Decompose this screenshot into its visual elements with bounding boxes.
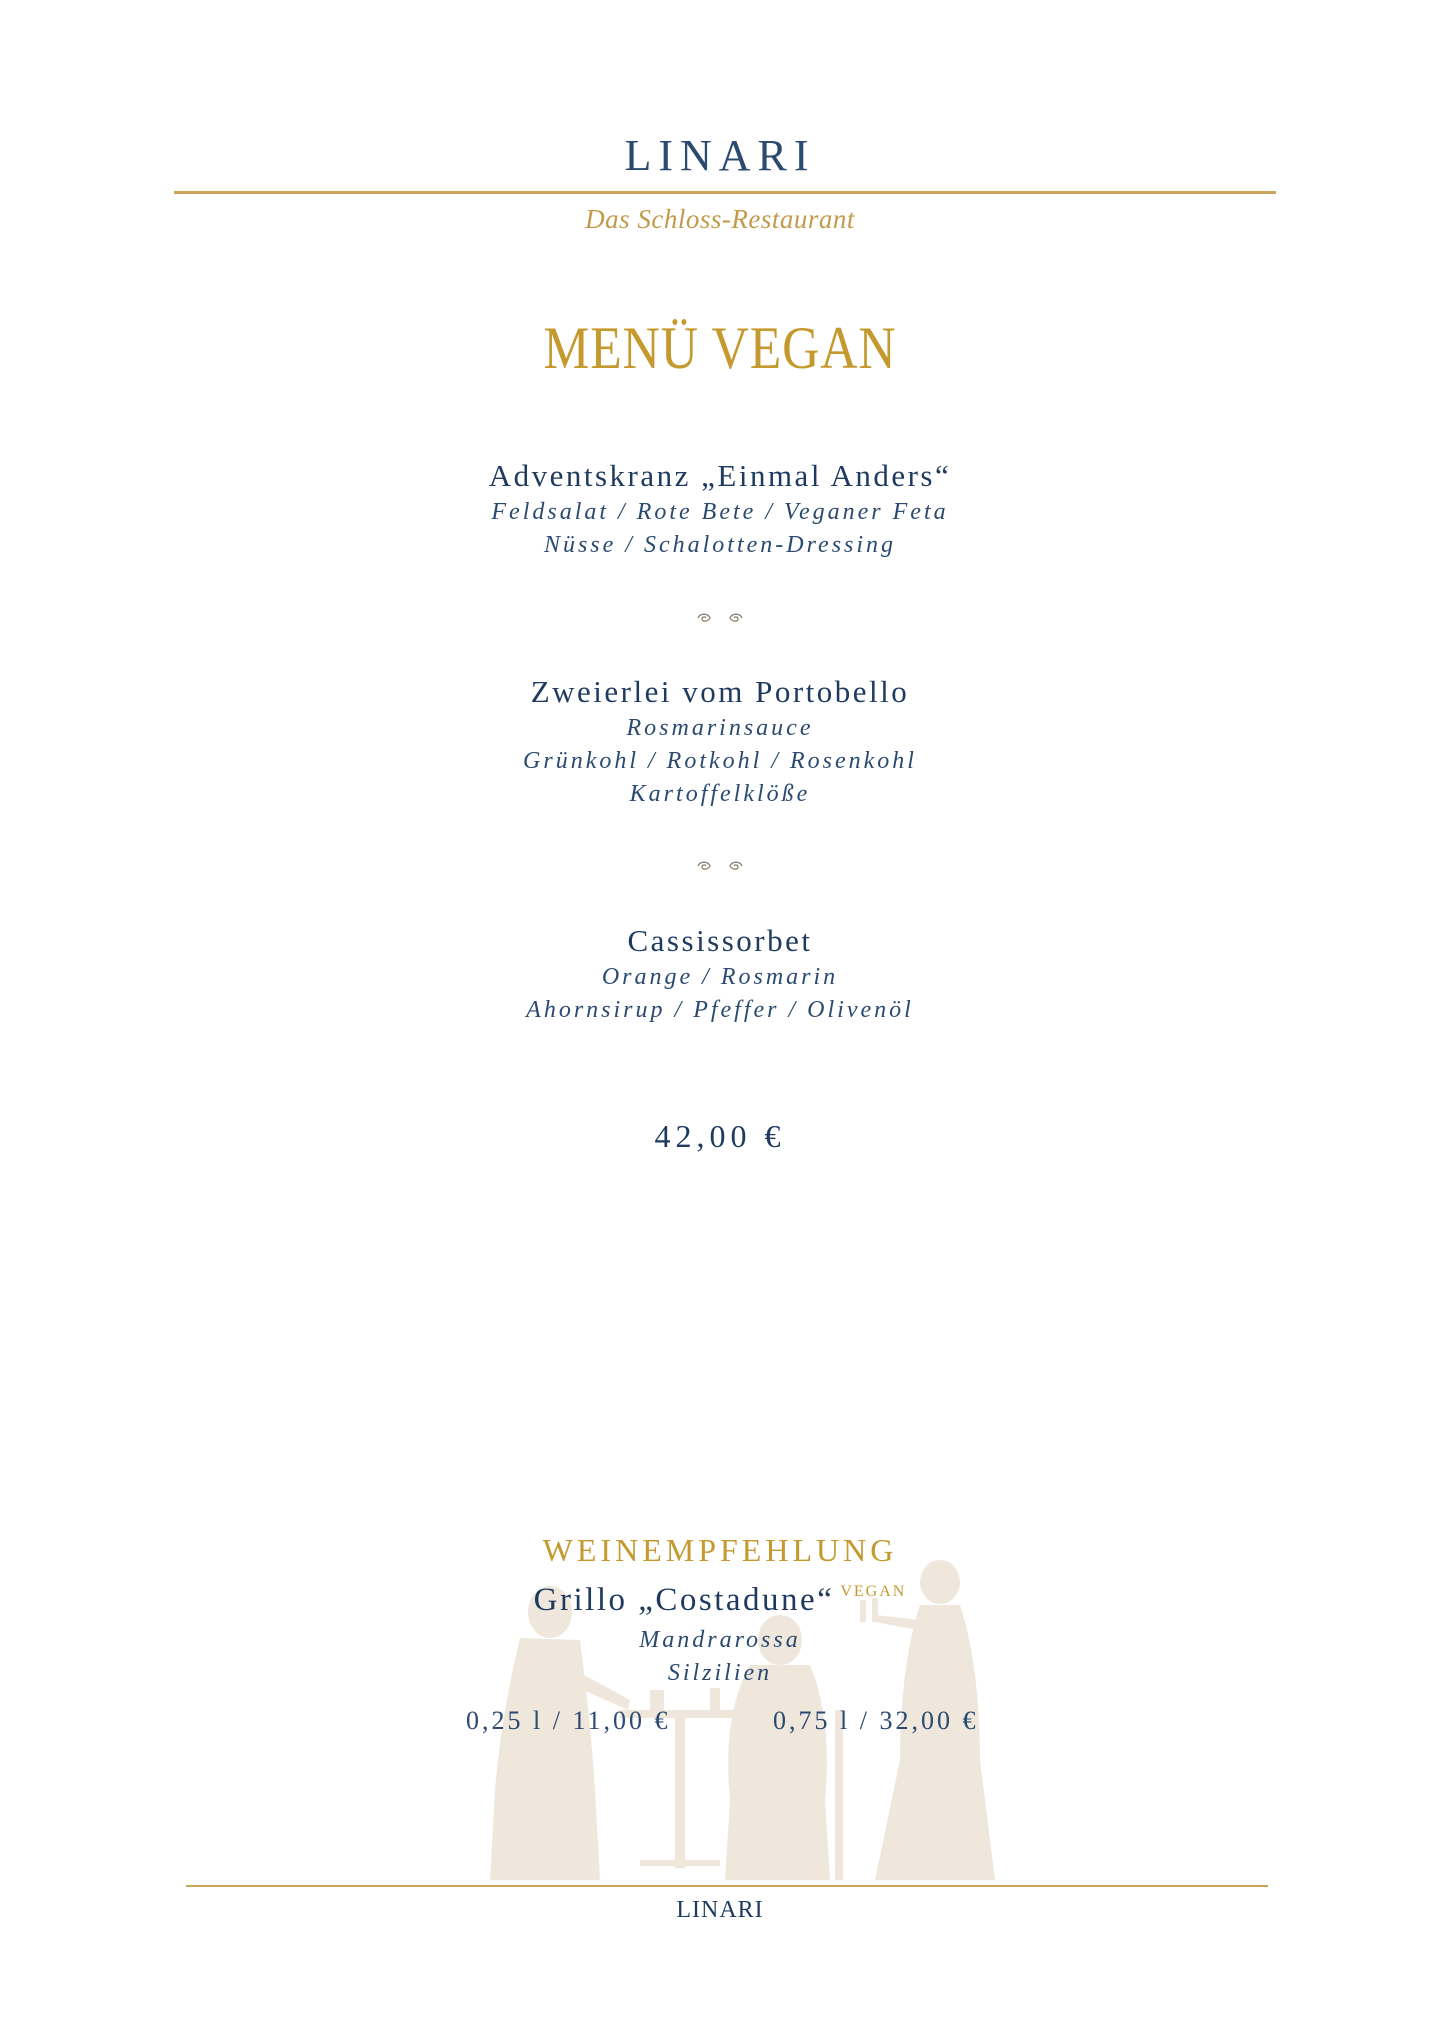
wine-name: Grillo „Costadune“	[533, 1582, 835, 1618]
course-name: Adventskranz „Einmal Anders“	[488, 458, 952, 493]
wine-price-small: 0,25 l / 11,00 €	[466, 1706, 671, 1735]
course-description-line: Nüsse / Schalotten-Dressing	[543, 532, 897, 558]
vegan-badge: VEGAN	[840, 1583, 907, 1600]
header-rule	[174, 191, 1276, 194]
brand-title: LINARI	[624, 131, 816, 180]
footer-rule	[186, 1885, 1268, 1887]
wine-region: Silzilien	[667, 1660, 773, 1686]
wine-heading: WEINEMPFEHLUNG	[542, 1532, 898, 1568]
course-2	[0, 672, 1440, 811]
ornament-icon	[0, 610, 1440, 630]
wine-price-large: 0,75 l / 32,00 €	[773, 1706, 979, 1735]
course-description-line: Feldsalat / Rote Bete / Veganer Feta	[491, 499, 949, 525]
wine-name-row	[0, 1582, 1440, 1619]
course-description-line: Ahornsirup / Pfeffer / Olivenöl	[526, 997, 914, 1023]
course-description-line: Grünkohl / Rotkohl / Rosenkohl	[523, 748, 917, 774]
course-name: Zweierlei vom Portobello	[530, 674, 910, 709]
course-3	[0, 921, 1440, 1027]
menu-title: MENÜ VEGAN	[543, 315, 897, 381]
footer-brand: LINARI	[676, 1897, 764, 1923]
course-1	[0, 456, 1440, 562]
course-name: Cassissorbet	[627, 923, 813, 958]
course-description-line: Rosmarinsauce	[626, 715, 814, 741]
course-description-line: Kartoffelklöße	[629, 781, 811, 807]
wine-producer: Mandrarossa	[639, 1627, 801, 1653]
course-description-line: Orange / Rosmarin	[601, 964, 839, 990]
brand-subtitle: Das Schloss-Restaurant	[585, 204, 855, 234]
ornament-icon	[0, 858, 1440, 878]
menu-price: 42,00 €	[654, 1118, 786, 1154]
